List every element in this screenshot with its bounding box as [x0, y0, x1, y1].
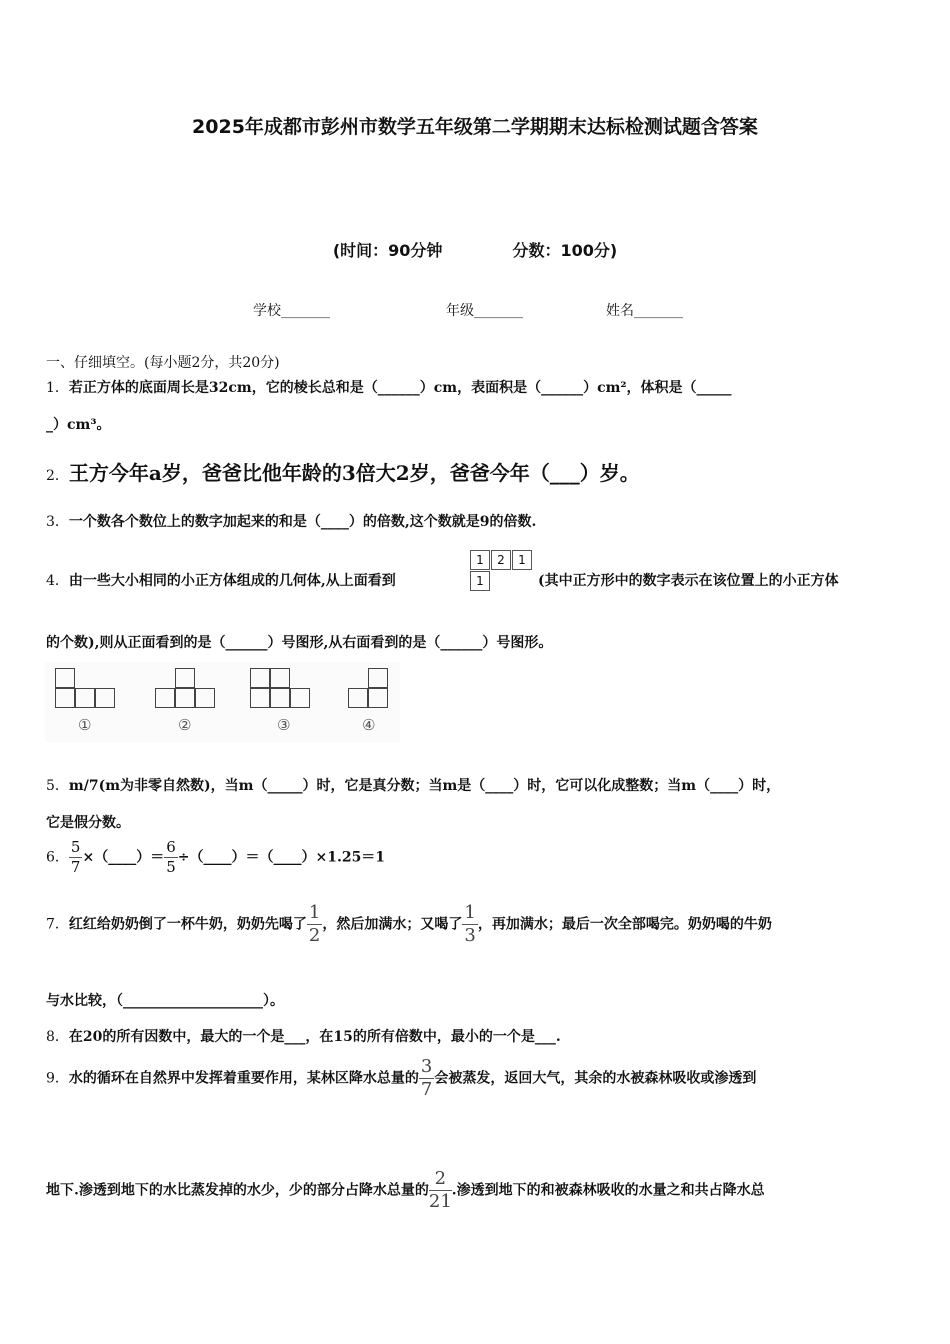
name-field[interactable]: 姓名_______	[606, 303, 683, 319]
fraction: $\frac{5}{7}$	[70, 838, 81, 876]
top-view-grid	[466, 546, 538, 594]
exam-score: 分数：100分)	[512, 241, 618, 260]
question-9	[46, 1058, 756, 1099]
figure-square	[55, 688, 75, 708]
figure-square	[175, 668, 195, 688]
question-7	[46, 904, 772, 945]
figure-square	[250, 688, 270, 708]
question-text: ÷（____）＝（____）×1.25＝1	[177, 849, 386, 866]
figure-square	[175, 688, 195, 708]
figure-label: ②	[178, 716, 192, 734]
question-text: m/7(m为非零自然数)，当m（_____）时，它是真分数；当m是（____）时，它可以化成整数；当m（____）时，	[68, 778, 781, 794]
figure-square	[155, 688, 175, 708]
figure-square	[270, 688, 290, 708]
question-2	[46, 457, 640, 486]
section-heading: 一、仔细填空。(每小题2分，共20分)	[46, 355, 280, 371]
fraction: $\frac{2}{21}$	[428, 1168, 452, 1212]
page-title: 2025年成都市彭州市数学五年级第二学期期末达标检测试题含答案	[192, 116, 758, 138]
question-8	[46, 1026, 561, 1046]
figure-square	[75, 688, 95, 708]
question-number: 1．	[46, 380, 69, 396]
question-text: 水的循环在自然界中发挥着重要作用，某林区降水总量的	[68, 1070, 419, 1087]
question-text: 若正方体的底面周长是32cm，它的棱长总和是（______）cm，表面积是（______）cm²，体积是（_____	[68, 380, 732, 396]
figure-square	[95, 688, 115, 708]
question-4-cont: 的个数),则从正面看到的是（______）号图形,从右面看到的是（______）号图形。	[46, 635, 553, 651]
fraction: $\frac{1}{3}$	[464, 902, 476, 946]
view-figures	[45, 662, 400, 742]
fraction: $\frac{3}{7}$	[420, 1056, 433, 1100]
question-text: 会被蒸发，返回大气，其余的水被森林吸收或渗透到	[434, 1070, 757, 1087]
question-7-cont: 与水比较，（____________________）。	[46, 993, 284, 1009]
figure-square	[290, 688, 310, 708]
question-6	[46, 840, 385, 875]
figure-label: ④	[362, 716, 376, 734]
question-text: 在20的所有因数中，最大的一个是___，在15的所有倍数中，最小的一个是___.	[68, 1029, 561, 1045]
grade-field[interactable]: 年级_______	[446, 303, 523, 319]
school-field[interactable]: 学校_______	[253, 303, 330, 319]
question-text: 由一些大小相同的小正方体组成的几何体,从上面看到	[68, 573, 396, 589]
figure-square	[368, 688, 388, 708]
figure-square	[195, 688, 215, 708]
question-text: 王方今年a岁，爸爸比他年龄的3倍大2岁，爸爸今年（___）岁。	[68, 461, 640, 485]
figure-label: ③	[277, 716, 291, 734]
grid-cell: 1	[512, 550, 532, 570]
fraction: $\frac{6}{5}$	[166, 838, 176, 876]
grid-cell: 1	[470, 571, 490, 591]
question-number: 3．	[46, 514, 69, 530]
question-number: 5．	[46, 778, 69, 794]
question-3	[46, 511, 536, 531]
question-text: ，然后加满水；又喝了	[322, 916, 463, 933]
figure-square	[55, 668, 75, 688]
question-text: .渗透到地下的和被森林吸收的水量之和共占降水总	[451, 1182, 765, 1199]
fraction: $\frac{1}{2}$	[308, 902, 321, 946]
question-number: 7．	[46, 916, 69, 933]
figure-square	[250, 668, 270, 688]
figure-square	[368, 668, 388, 688]
question-5-cont: 它是假分数。	[46, 815, 130, 831]
question-text: ×（____）＝	[82, 849, 165, 866]
question-4-text-b: (其中正方形中的数字表示在该位置上的小正方体	[538, 573, 839, 589]
question-text: ，再加满水；最后一次全部喝完。奶奶喝的牛奶	[477, 916, 772, 933]
question-5	[46, 775, 780, 795]
question-1	[46, 377, 732, 397]
figure-label: ①	[78, 716, 92, 734]
exam-time: (时间：90分钟	[332, 241, 443, 260]
grid-cell: 2	[491, 550, 511, 570]
figure-square	[348, 688, 368, 708]
question-4	[46, 570, 396, 590]
question-text: 一个数各个数位上的数字加起来的和是（____）的倍数,这个数就是9的倍数.	[68, 514, 537, 530]
question-text: 红红给奶奶倒了一杯牛奶，奶奶先喝了	[68, 916, 307, 933]
question-text: 地下.渗透到地下的水比蒸发掉的水少，少的部分占降水总量的	[46, 1182, 429, 1199]
exam-meta	[0, 238, 950, 261]
question-number: 6．	[46, 849, 69, 866]
question-9-cont	[46, 1170, 765, 1211]
question-number: 4．	[46, 573, 69, 589]
figure-square	[270, 668, 290, 688]
question-number: 8．	[46, 1029, 69, 1045]
question-1-cont: _）cm³。	[46, 417, 111, 433]
grid-cell: 1	[470, 550, 490, 570]
question-number: 9．	[46, 1070, 69, 1087]
question-number: 2．	[46, 468, 69, 484]
